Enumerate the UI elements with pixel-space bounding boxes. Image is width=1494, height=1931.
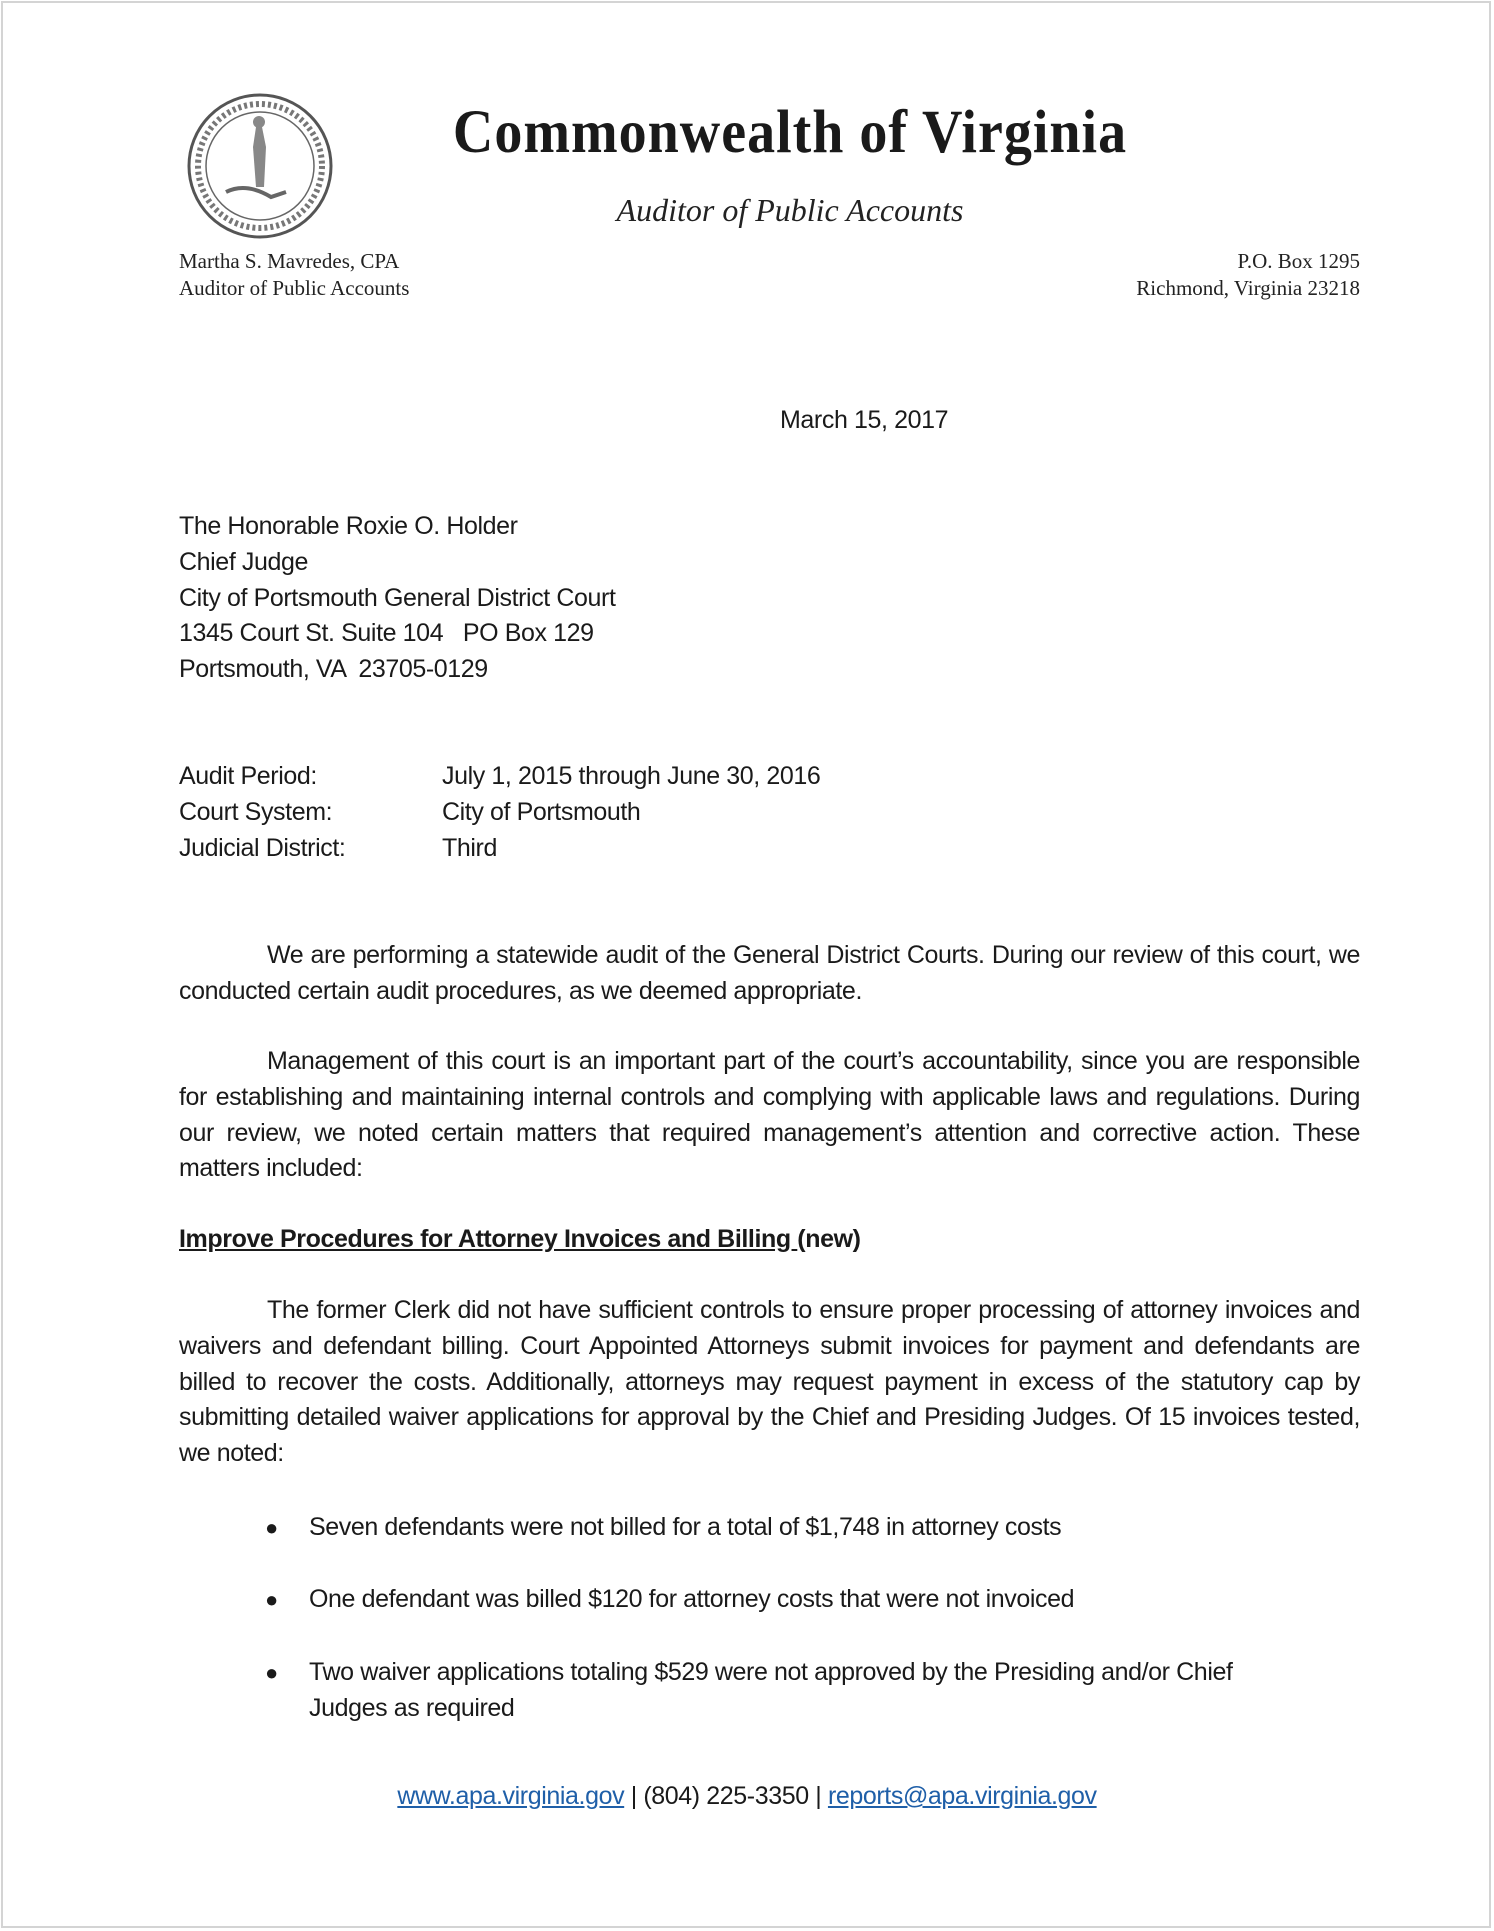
audit-info-row xyxy=(179,759,1360,795)
letter-date: March 15, 2017 xyxy=(780,406,949,434)
audit-info xyxy=(179,759,1360,866)
recipient-line: The Honorable Roxie O. Holder xyxy=(179,512,518,540)
audit-info-label: Judicial District: xyxy=(179,833,346,862)
footer-separator: | xyxy=(624,1782,644,1810)
po-box: P.O. Box 1295 xyxy=(1237,249,1360,273)
phone-number: (804) 225-3350 xyxy=(643,1782,809,1810)
auditor-name-block xyxy=(179,248,409,302)
city-state: Richmond, Virginia 23218 xyxy=(1136,276,1360,300)
audit-info-value: July 1, 2015 through June 30, 2016 xyxy=(442,762,821,790)
recipient-line: Portsmouth, VA 23705-0129 xyxy=(179,655,488,684)
bullet-icon: ● xyxy=(265,1660,278,1685)
footer xyxy=(0,1782,1494,1811)
auditor-title: Auditor of Public Accounts xyxy=(179,276,410,300)
audit-info-label: Audit Period: xyxy=(179,762,317,790)
audit-info-row xyxy=(179,831,1360,867)
recipient-line: Chief Judge xyxy=(179,547,309,576)
bullet-text: Seven defendants were not billed for a total of $1,748 in attorney costs xyxy=(309,1513,1062,1541)
audit-info-value: Third xyxy=(442,833,497,862)
audit-info-row xyxy=(179,795,1360,831)
bullet-icon: ● xyxy=(265,1587,278,1612)
bullet-icon: ● xyxy=(265,1515,278,1540)
finding-heading xyxy=(179,1222,1360,1258)
recipient-address xyxy=(179,509,1360,688)
finding-tag: (new) xyxy=(797,1225,861,1253)
management-paragraph: Management of this court is an important part of the court’s accountability, since you are responsible for establishing and maintaining internal controls and complying with applicable laws and regulations. During our review, we noted certain matters that required management’s attention and corrective action. These matters included: xyxy=(179,1047,1360,1183)
audit-info-value: City of Portsmouth xyxy=(442,797,641,826)
virginia-seal-logo xyxy=(186,92,334,240)
recipient-line: City of Portsmouth General District Court xyxy=(179,583,616,612)
finding-bullet xyxy=(265,1510,1315,1546)
recipient-line: 1345 Court St. Suite 104 PO Box 129 xyxy=(179,619,594,648)
bullet-text: One defendant was billed $120 for attorney costs that were not invoiced xyxy=(309,1585,1075,1613)
bullet-text: Two waiver applications totaling $529 were not approved by the Presiding and/or Chief Judges as required xyxy=(309,1658,1233,1722)
auditor-name: Martha S. Mavredes, CPA xyxy=(179,249,400,273)
audit-info-label: Court System: xyxy=(179,797,333,826)
finding-paragraph: The former Clerk did not have sufficient controls to ensure proper processing of attorney invoices and waivers and defendant billing. Court Appointed Attorneys submit invoices for payment and defendants are billed to recover the costs. Additionally, attorneys may request payment in excess of the statutory cap by submitting detailed waiver applications for approval by the Chief and Presiding Judges. Of 15 invoices tested, we noted: xyxy=(179,1296,1360,1468)
finding-title: Improve Procedures for Attorney Invoices and Billing xyxy=(179,1225,798,1253)
office-address-block xyxy=(1136,248,1360,302)
letterhead-title: Commonwealth of Virginia xyxy=(452,97,1128,167)
finding-bullet xyxy=(265,1655,1325,1727)
letterhead-subtitle: Auditor of Public Accounts xyxy=(616,192,964,228)
email-link[interactable]: reports@apa.virginia.gov xyxy=(827,1782,1097,1810)
footer-separator: | xyxy=(808,1782,828,1810)
website-link[interactable]: www.apa.virginia.gov xyxy=(397,1782,625,1810)
intro-paragraph: We are performing a statewide audit of the General District Courts. During our review of this court, we conducted certain audit procedures, as we deemed appropriate. xyxy=(179,941,1360,1005)
finding-bullet xyxy=(265,1582,1315,1618)
